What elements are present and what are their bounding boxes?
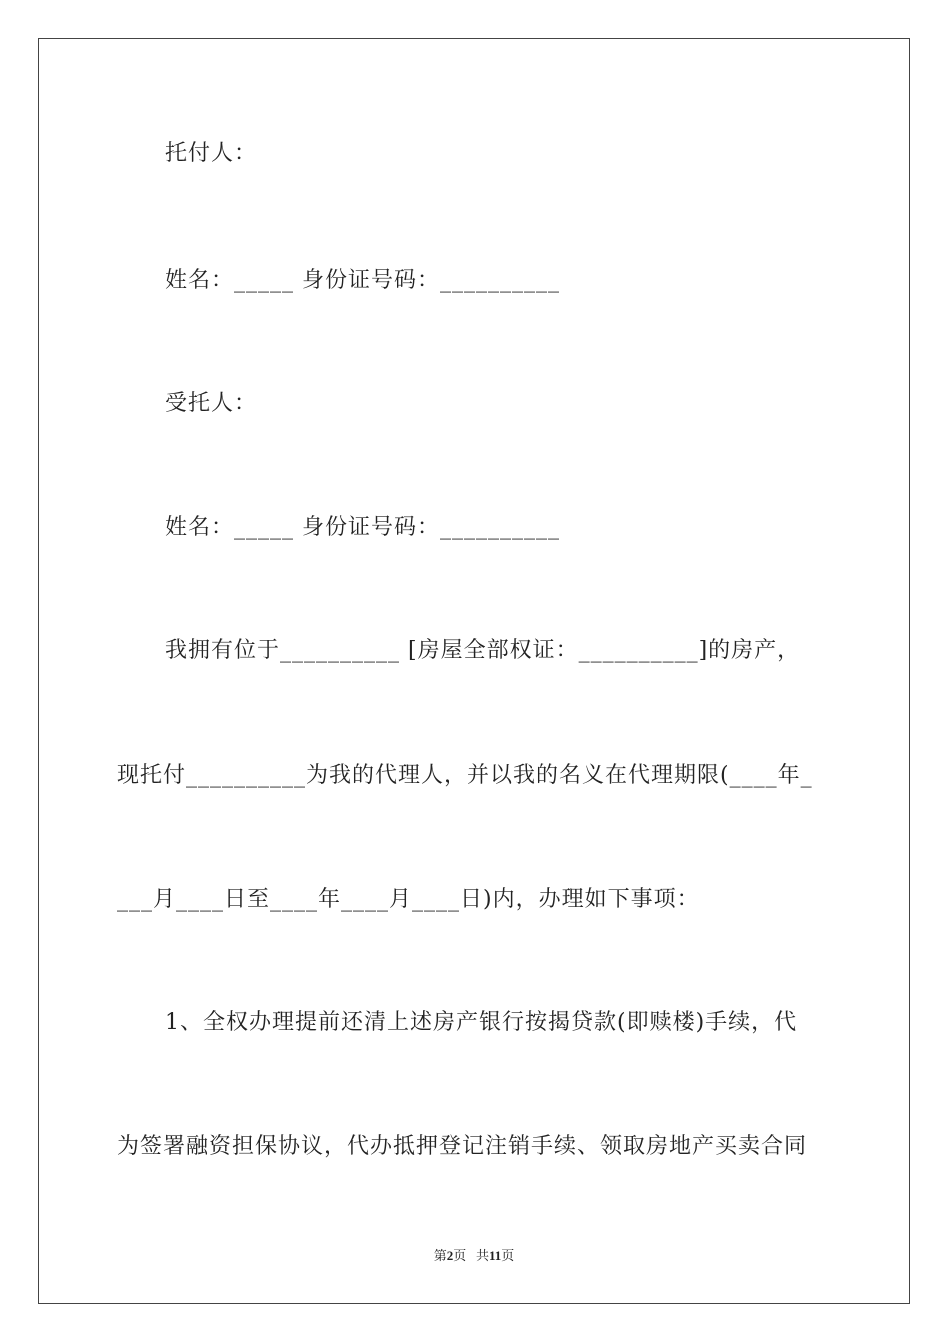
- footer-page-prefix: 第: [433, 1248, 447, 1263]
- agent-heading: 受托人：: [165, 391, 258, 416]
- agent-name-id-line: 姓名：_____ 身份证号码：__________: [165, 515, 560, 540]
- page-footer: [39, 1247, 909, 1265]
- page-frame: [38, 38, 910, 1304]
- footer-total-prefix: 共: [475, 1248, 489, 1263]
- paragraph-property-line-1: 我拥有位于__________ [房屋全部权证：__________]的房产，: [165, 638, 801, 663]
- footer-total-pages: 11: [488, 1248, 502, 1263]
- item-1-line-2: 为签署融资担保协议，代办抵押登记注销手续、领取房地产买卖合同: [117, 1134, 808, 1159]
- footer-page-number: 2: [446, 1248, 454, 1263]
- principal-name-id-line: 姓名：_____ 身份证号码：__________: [165, 268, 560, 293]
- footer-total-suffix: 页: [501, 1248, 515, 1263]
- footer-page-suffix: 页: [453, 1248, 467, 1263]
- item-1-line-1: 1、全权办理提前还清上述房产银行按揭贷款(即赎楼)手续，代: [165, 1010, 798, 1035]
- paragraph-property-line-2: 现托付__________为我的代理人，并以我的名义在代理期限(____年_: [117, 763, 813, 788]
- principal-heading: 托付人：: [165, 141, 258, 166]
- paragraph-property-line-3: ___月____日至____年____月____日)内，办理如下事项：: [117, 887, 700, 912]
